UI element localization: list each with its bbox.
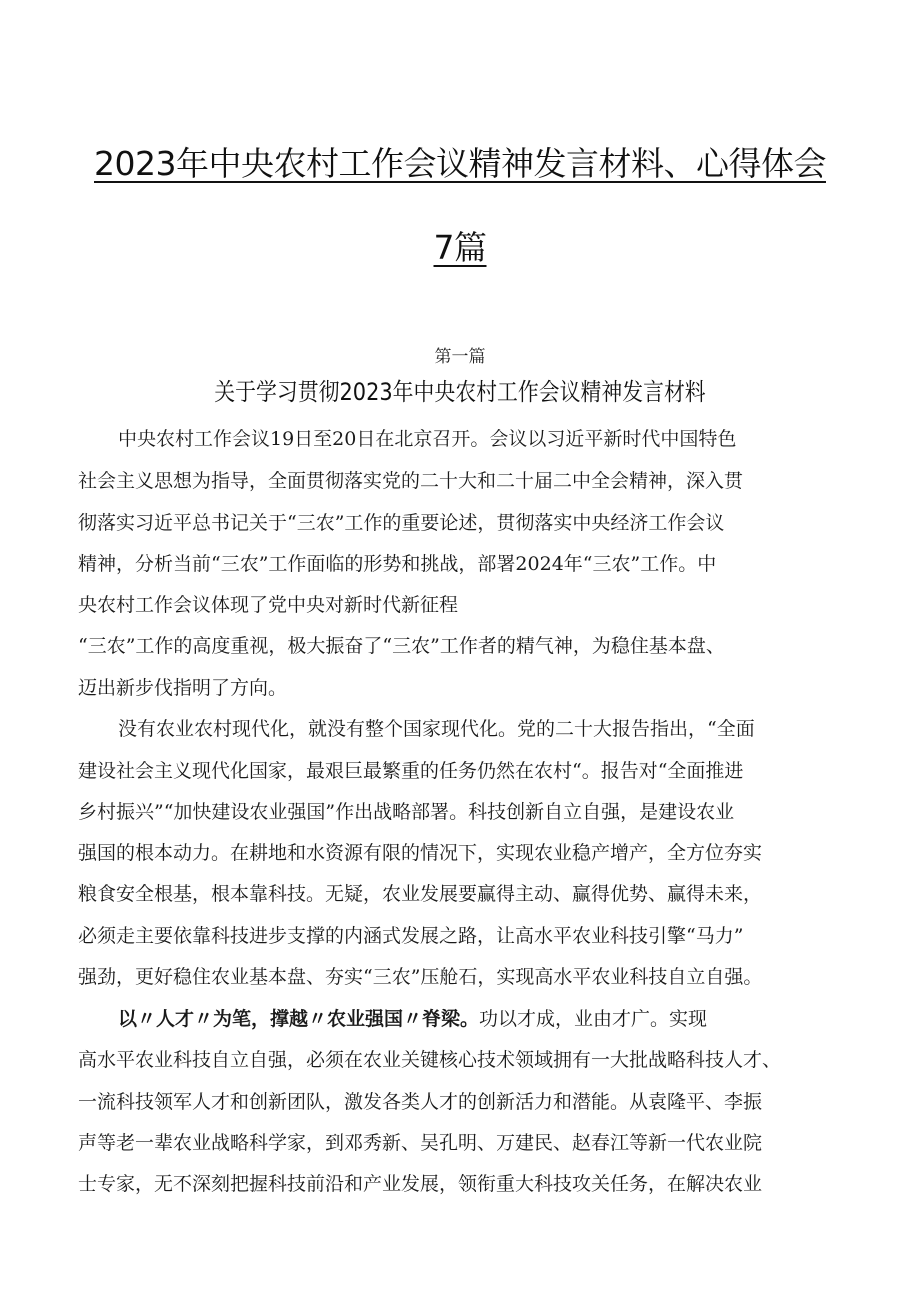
paragraph-line: “三农”工作的高度重视，极大振奋了“三农”工作者的精气神，为稳住基本盘、	[78, 635, 725, 657]
paragraph-line: 士专家，无不深刻把握科技前沿和产业发展，领衔重大科技攻关任务，在解决农业	[78, 1173, 763, 1195]
paragraph-line: 央农村工作会议体现了党中央对新时代新征程	[78, 594, 459, 616]
paragraph-line: 必须走主要依靠科技进步支撑的内涵式发展之路，让高水平农业科技引擎“马力”	[78, 925, 744, 947]
paragraph-line: 高水平农业科技自立自强，必须在农业关键核心技术领域拥有一大批战略科技人才、	[78, 1049, 782, 1071]
paragraph-line: 彻落实习近平总书记关于“三农”工作的重要论述，贯彻落实中央经济工作会议	[78, 512, 725, 534]
paragraph-line: 迈出新步伐指明了方向。	[78, 677, 288, 699]
paragraph-line: 建设社会主义现代化国家，最艰巨最繁重的任务仍然在农村“。报告对“全面推进	[78, 760, 744, 782]
section-title: 关于学习贯彻2023年中央农村工作会议精神发言材料	[214, 378, 706, 406]
paragraph-heading: 以〃人才〃为笔，撑越〃农业强国〃脊梁。	[118, 1008, 480, 1030]
paragraph-line: 乡村振兴”“加快建设农业强国”作出战略部署。科技创新自立自强，是建设农业	[78, 801, 735, 823]
section-label: 第一篇	[434, 347, 486, 367]
paragraph-line: 没有农业农村现代化，就没有整个国家现代化。党的二十大报告指出，“全面	[118, 718, 755, 740]
paragraph-line: 社会主义思想为指导，全面贯彻落实党的二十大和二十届二中全会精神，深入贯	[78, 470, 744, 492]
paragraph-line: 强劲，更好稳住农业基本盘、夯实“三农”压舱石，实现高水平农业科技自立自强。	[78, 966, 763, 988]
paragraph-line: 粮食安全根基，根本靠科技。无疑，农业发展要赢得主动、赢得优势、赢得未来，	[78, 883, 763, 905]
paragraph-line-rest: 功以才成，业由才广。实现	[479, 1008, 708, 1030]
paragraph-line	[118, 1004, 707, 1031]
paragraph-line: 声等老一辈农业战略科学家，到邓秀新、吴孔明、万建民、赵春江等新一代农业院	[78, 1132, 763, 1154]
document-title-line-1: 2023年中央农村工作会议精神发言材料、心得体会	[94, 144, 826, 183]
paragraph-line: 强国的根本动力。在耕地和水资源有限的情况下，实现农业稳产增产，全方位夯实	[78, 842, 763, 864]
paragraph-line: 中央农村工作会议19日至20日在北京召开。会议以习近平新时代中国特色	[118, 428, 737, 450]
paragraph-line: 精神，分析当前“三农”工作面临的形势和挑战，部署2024年“三农”工作。中	[78, 553, 717, 575]
paragraph-line: 一流科技领军人才和创新团队，激发各类人才的创新活力和潜能。从袁隆平、李振	[78, 1091, 763, 1113]
document-title-line-2: 7篇	[433, 228, 487, 267]
